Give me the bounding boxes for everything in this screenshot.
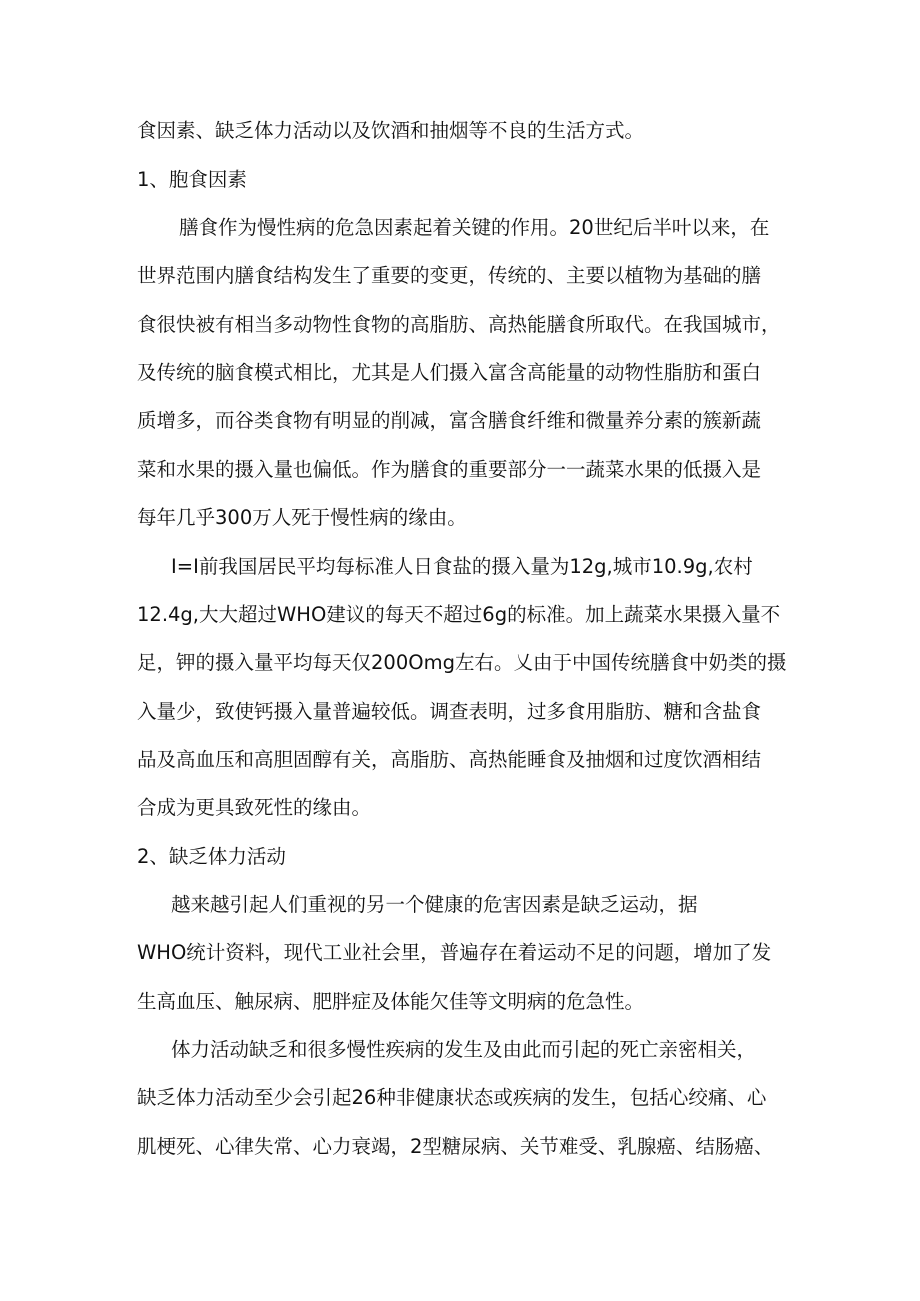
text-line-21: 缺乏体力活动至少会引起26种非健康状态或疾病的发生，包括心绞痛、心 [137,1086,767,1109]
text-line-18: WHO统计资料，现代工业社会里，普遍存在着运动不足的问题，增加了发 [137,941,772,964]
text-line-20: 体力活动缺乏和很多慢性疾病的发生及由此而引起的死亡亲密相关， [171,1038,757,1061]
text-line-9: 每年几乎300万人死于慢性病的缘由。 [137,506,467,529]
text-line-6: 及传统的脑食模式相比，尤其是人们摄入富含高能量的动物性脂肪和蛋白 [137,361,762,384]
text-line-14: 品及高血压和高胆固醇有关，高脂肪、高热能睡食及抽烟和过度饮酒相结 [137,748,762,771]
text-line-5: 食很快被有相当多动物性食物的高脂肪、高热能膳食所取代。在我国城市， [137,313,781,336]
text-line-17: 越来越引起人们重视的另一个健康的危害因素是缺乏运动，据 [171,893,698,916]
section-heading-diet: 1、胞食因素 [137,168,247,191]
text-line-10: I=I前我国居民平均每标准人日食盐的摄入量为12g,城市10.9g,农村 [171,555,753,578]
text-line-15: 合成为更具致死性的缘由。 [137,796,372,819]
text-line-11: 12.4g,大大超过WHO建议的每天不超过6g的标准。加上蔬菜水果摄入量不 [137,603,781,626]
text-line-22: 肌梗死、心律失常、心力衰竭，2型糖尿病、关节难受、乳腺癌、结肠癌、 [137,1135,774,1158]
text-line-8: 菜和水果的摄入量也偏低。作为膳食的重要部分一一蔬菜水果的低摄入是 [137,458,762,481]
text-line-3: 膳食作为慢性病的危急因素起着关键的作用。20世纪后半叶以来，在 [179,216,770,239]
text-line-1: 食因素、缺乏体力活动以及饮酒和抽烟等不良的生活方式。 [137,119,645,142]
section-heading-activity: 2、缺乏体力活动 [137,845,286,868]
text-line-12: 足，钾的摄入量平均每天仅200Omg左右。乂由于中国传统膳食中奶类的摄 [137,651,787,674]
text-line-4: 世界范围内膳食结构发生了重要的变更，传统的、主要以植物为基础的膳 [137,264,762,287]
text-line-19: 生高血压、触尿病、肥胖症及体能欠佳等文明病的危急性。 [137,990,645,1013]
text-line-7: 质增多，而谷类食物有明显的削减，富含膳食纤维和微量养分素的簇新蔬 [137,409,762,432]
text-line-13: 入量少，致使钙摄入量普遍较低。调查表明，过多食用脂肪、糖和含盐食 [137,700,762,723]
